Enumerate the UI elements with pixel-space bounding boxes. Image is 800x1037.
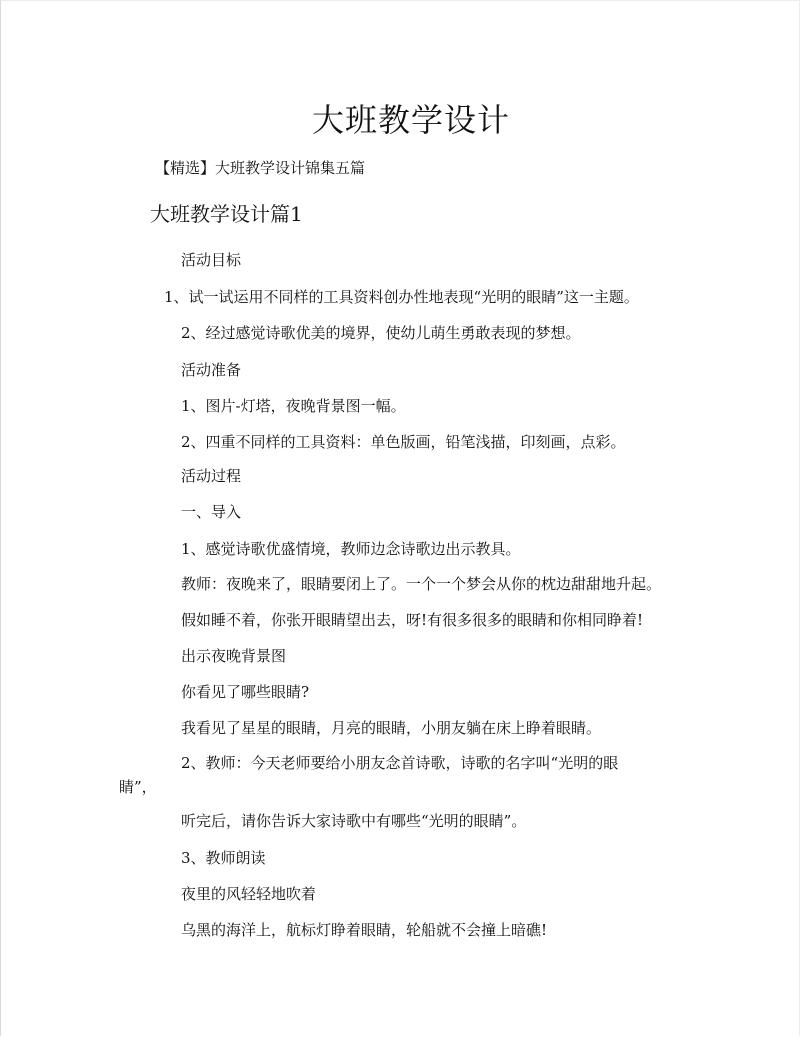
paragraph: 夜里的风轻轻地吹着	[181, 885, 317, 903]
paragraph: 2、教师：今天老师要给小朋友念首诗歌，诗歌的名字叫“光明的眼	[181, 754, 619, 772]
paragraph: 1、试一试运用不同样的工具资料创办性地表现“光明的眼睛”这一主题。	[164, 288, 639, 306]
paragraph: 活动准备	[181, 361, 242, 379]
paragraph: 教师：夜晚来了，眼睛要闭上了。一个一个梦会从你的枕边甜甜地升起。	[181, 575, 662, 593]
paragraph: 1、感觉诗歌优盛情境，教师边念诗歌边出示教具。	[181, 540, 521, 558]
paragraph: 听完后，请你告诉大家诗歌中有哪些“光明的眼睛”。	[181, 812, 527, 830]
document-subtitle: 【精选】大班教学设计锦集五篇	[155, 159, 366, 177]
paragraph: 3、教师朗读	[181, 849, 266, 867]
paragraph: 假如睡不着，你张开眼睛望出去，呀!有很多很多的眼睛和你相同睁着!	[181, 611, 644, 629]
paragraph: 活动过程	[181, 467, 242, 485]
paragraph: 活动目标	[181, 251, 242, 269]
section-heading: 大班教学设计篇1	[150, 202, 303, 226]
paragraph: 1、图片-灯塔，夜晚背景图一幅。	[181, 397, 406, 415]
paragraph: 2、经过感觉诗歌优美的境界，使幼儿萌生勇敢表现的梦想。	[181, 324, 581, 342]
paragraph: 乌黑的海洋上，航标灯睁着眼睛，轮船就不会撞上暗礁!	[181, 921, 548, 939]
document-title: 大班教学设计	[311, 101, 510, 139]
paragraph: 睛”，	[119, 778, 157, 796]
paragraph: 一、导入	[181, 503, 242, 521]
paragraph: 你看见了哪些眼睛?	[181, 683, 310, 701]
paragraph: 出示夜晚背景图	[181, 647, 287, 665]
paragraph: 2、四重不同样的工具资料：单色版画，铅笔浅描，印刻画，点彩。	[181, 433, 626, 451]
paragraph: 我看见了星星的眼睛，月亮的眼睛，小朋友躺在床上睁着眼睛。	[181, 719, 602, 737]
